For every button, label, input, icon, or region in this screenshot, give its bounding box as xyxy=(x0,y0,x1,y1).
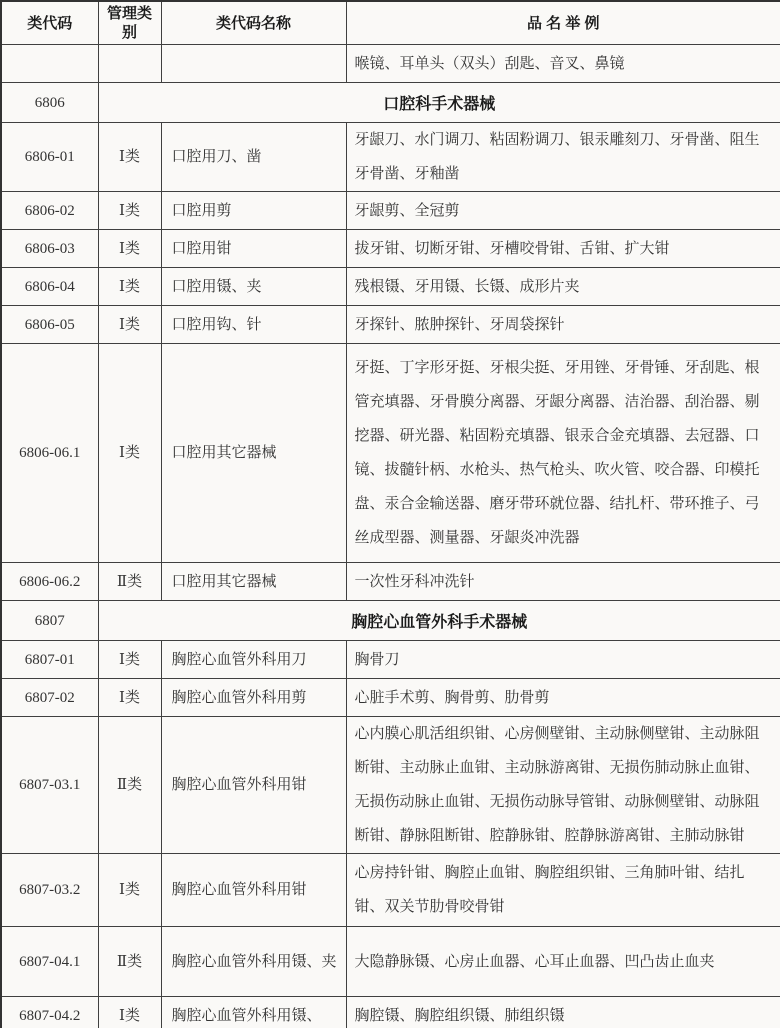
cell-category: Ⅰ类 xyxy=(98,268,161,306)
cell-name: 胸腔心血管外科用钳 xyxy=(161,854,346,927)
table-row xyxy=(1,927,780,997)
table-row xyxy=(1,997,780,1028)
col-header-code: 类代码 xyxy=(1,1,98,45)
cell-examples: 心脏手术剪、胸骨剪、肋骨剪 xyxy=(346,679,780,717)
cell-name: 胸腔心血管外科用钳 xyxy=(161,717,346,854)
cell-name: 口腔用刀、凿 xyxy=(161,123,346,192)
cell-section-code: 6807 xyxy=(1,601,98,641)
cell-name: 口腔用剪 xyxy=(161,192,346,230)
cell-code: 6807-03.1 xyxy=(1,717,98,854)
cell-examples: 心内膜心肌活组织钳、心房侧壁钳、主动脉侧壁钳、主动脉阻断钳、主动脉止血钳、主动脉游离钳、无损伤肺动脉止血钳、无损伤动脉止血钳、无损伤动脉导管钳、动脉侧壁钳、动脉阻断钳、静脉阻断钳、腔静脉钳、腔静脉游离钳、主肺动脉钳 xyxy=(346,717,780,854)
table-row xyxy=(1,641,780,679)
table-row xyxy=(1,268,780,306)
cell-category: Ⅱ类 xyxy=(98,717,161,854)
table-row xyxy=(1,344,780,563)
cell-examples: 大隐静脉镊、心房止血器、心耳止血器、凹凸齿止血夹 xyxy=(346,927,780,997)
table-row xyxy=(1,230,780,268)
cell-examples: 牙探针、脓肿探针、牙周袋探针 xyxy=(346,306,780,344)
cell-name: 口腔用其它器械 xyxy=(161,563,346,601)
table-row xyxy=(1,192,780,230)
cell-category: Ⅰ类 xyxy=(98,679,161,717)
table-row xyxy=(1,717,780,854)
cell-name xyxy=(161,45,346,83)
cell-name: 胸腔心血管外科用刀 xyxy=(161,641,346,679)
table-row xyxy=(1,123,780,192)
cell-name: 口腔用钩、针 xyxy=(161,306,346,344)
section-title: 口腔科手术器械 xyxy=(98,83,780,123)
header-row xyxy=(1,1,780,45)
table-row xyxy=(1,854,780,927)
col-header-examples: 品 名 举 例 xyxy=(346,1,780,45)
cell-code: 6807-02 xyxy=(1,679,98,717)
cell-category: Ⅰ类 xyxy=(98,306,161,344)
cell-section-code: 6806 xyxy=(1,83,98,123)
cell-category: Ⅰ类 xyxy=(98,230,161,268)
cell-category: Ⅱ类 xyxy=(98,563,161,601)
cell-category: Ⅰ类 xyxy=(98,997,161,1028)
cell-examples: 胸腔镊、胸腔组织镊、肺组织镊 xyxy=(346,997,780,1028)
section-title: 胸腔心血管外科手术器械 xyxy=(98,601,780,641)
cell-name: 口腔用镊、夹 xyxy=(161,268,346,306)
cell-examples: 残根镊、牙用镊、长镊、成形片夹 xyxy=(346,268,780,306)
col-header-name: 类代码名称 xyxy=(161,1,346,45)
cell-examples: 牙挺、丁字形牙挺、牙根尖挺、牙用锉、牙骨锤、牙刮匙、根管充填器、牙骨膜分离器、牙龈分离器、洁治器、刮治器、剔挖器、研光器、粘固粉充填器、银汞合金充填器、去冠器、口镜、拔髓针柄、水枪头、热气枪头、吹火管、咬合器、印模托盘、汞合金输送器、磨牙带环就位器、结扎杆、带环推子、弓丝成型器、测量器、牙龈炎冲洗器 xyxy=(346,344,780,563)
section-row xyxy=(1,83,780,123)
cell-code: 6806-01 xyxy=(1,123,98,192)
table-body xyxy=(1,45,780,1028)
table-header xyxy=(1,1,780,45)
cell-code: 6806-02 xyxy=(1,192,98,230)
cell-code: 6806-03 xyxy=(1,230,98,268)
cell-code: 6807-01 xyxy=(1,641,98,679)
cell-code xyxy=(1,45,98,83)
cell-name: 胸腔心血管外科用镊、 xyxy=(161,997,346,1028)
cell-name: 胸腔心血管外科用镊、夹 xyxy=(161,927,346,997)
cell-category: Ⅰ类 xyxy=(98,854,161,927)
cell-code: 6806-04 xyxy=(1,268,98,306)
cell-examples: 喉镜、耳单头（双头）刮匙、音叉、鼻镜 xyxy=(346,45,780,83)
cell-code: 6806-05 xyxy=(1,306,98,344)
table-row xyxy=(1,306,780,344)
cell-name: 口腔用其它器械 xyxy=(161,344,346,563)
cell-category xyxy=(98,45,161,83)
cell-examples: 拔牙钳、切断牙钳、牙槽咬骨钳、舌钳、扩大钳 xyxy=(346,230,780,268)
cell-examples: 一次性牙科冲洗针 xyxy=(346,563,780,601)
cell-examples: 胸骨刀 xyxy=(346,641,780,679)
cell-category: Ⅰ类 xyxy=(98,192,161,230)
cell-code: 6806-06.1 xyxy=(1,344,98,563)
cell-code: 6807-04.2 xyxy=(1,997,98,1028)
col-header-category: 管理类别 xyxy=(98,1,161,45)
cell-category: Ⅰ类 xyxy=(98,344,161,563)
table-row xyxy=(1,679,780,717)
cell-code: 6807-03.2 xyxy=(1,854,98,927)
cell-name: 口腔用钳 xyxy=(161,230,346,268)
cell-examples: 牙龈剪、全冠剪 xyxy=(346,192,780,230)
cell-code: 6806-06.2 xyxy=(1,563,98,601)
cell-name: 胸腔心血管外科用剪 xyxy=(161,679,346,717)
cell-category: Ⅰ类 xyxy=(98,123,161,192)
table-row xyxy=(1,563,780,601)
cell-examples: 心房持针钳、胸腔止血钳、胸腔组织钳、三角肺叶钳、结扎钳、双关节肋骨咬骨钳 xyxy=(346,854,780,927)
section-row xyxy=(1,601,780,641)
table-row xyxy=(1,45,780,83)
cell-category: Ⅱ类 xyxy=(98,927,161,997)
cell-code: 6807-04.1 xyxy=(1,927,98,997)
cell-examples: 牙龈刀、水门调刀、粘固粉调刀、银汞雕刻刀、牙骨凿、阻生牙骨凿、牙釉凿 xyxy=(346,123,780,192)
cell-category: Ⅰ类 xyxy=(98,641,161,679)
